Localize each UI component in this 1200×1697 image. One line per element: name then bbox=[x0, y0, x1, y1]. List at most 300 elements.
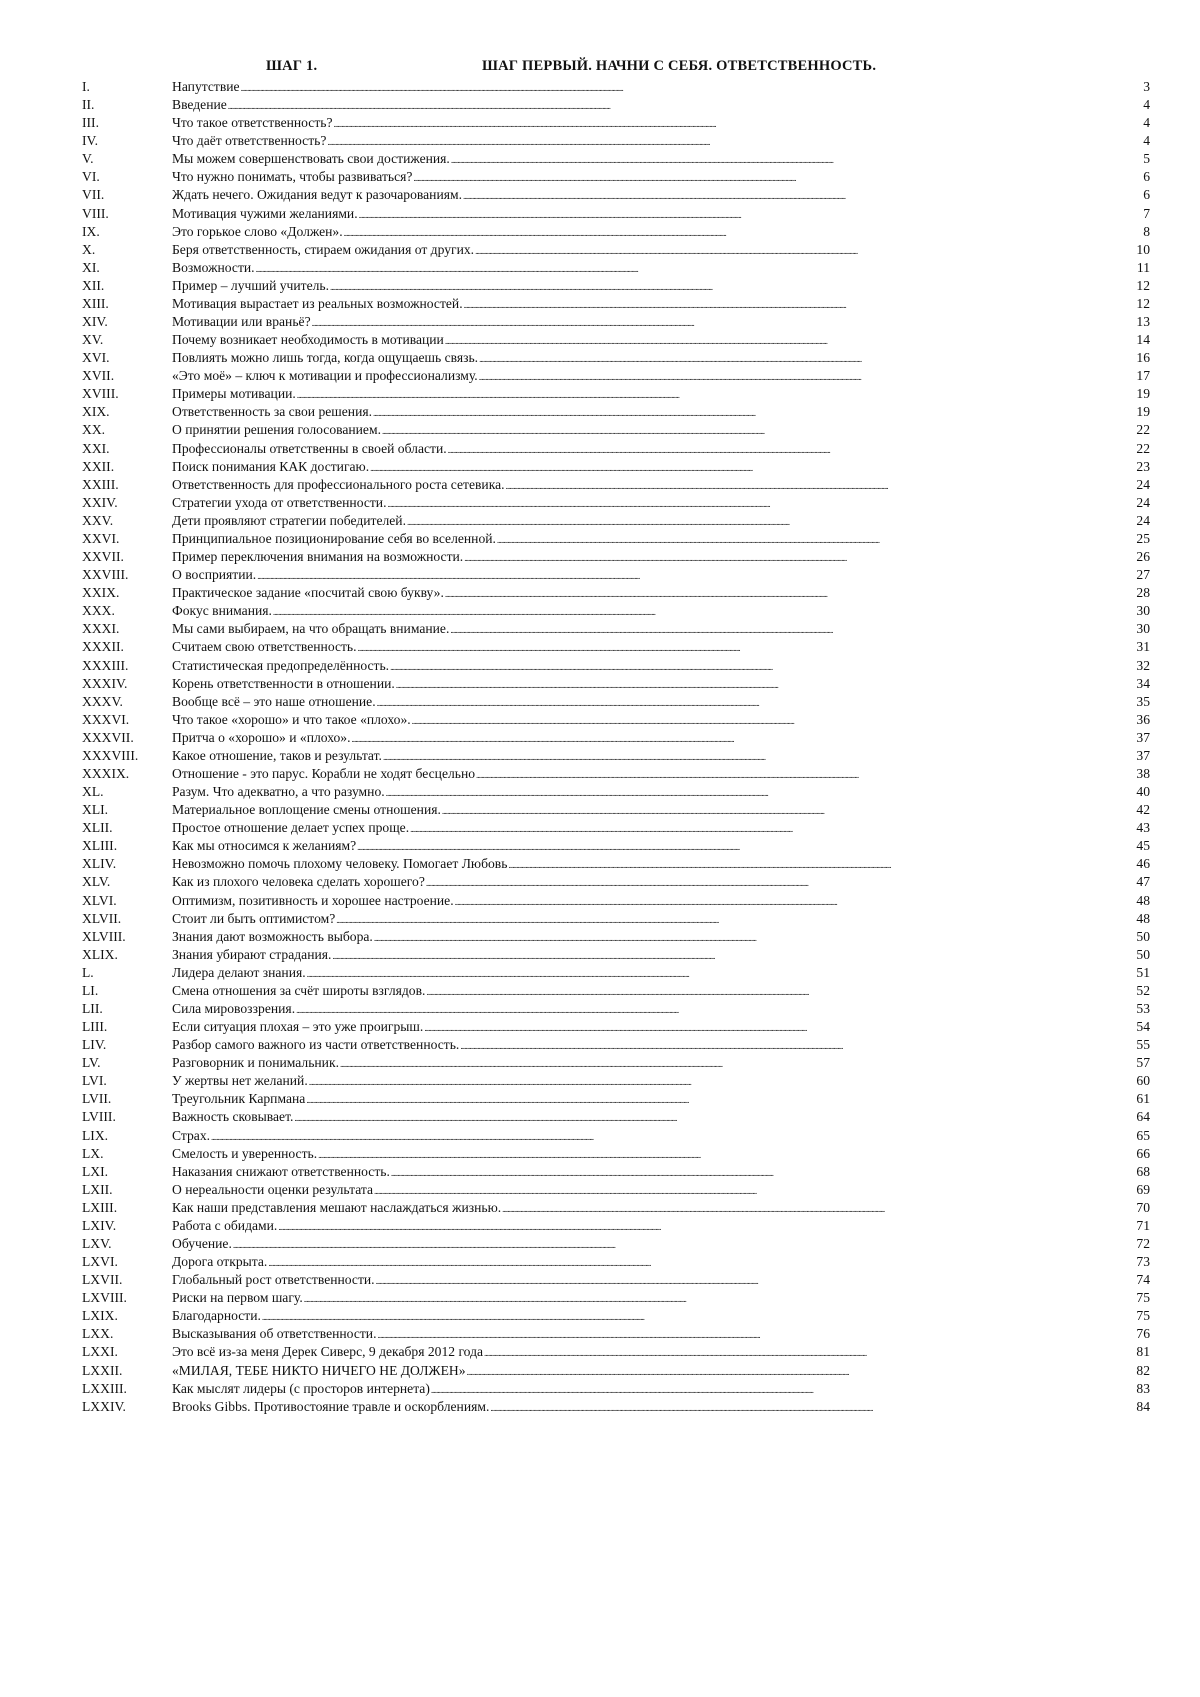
toc-entry[interactable] bbox=[0, 1054, 1200, 1072]
dot-leader bbox=[359, 205, 1140, 224]
dot-leader bbox=[306, 1090, 1136, 1109]
toc-entry-number: LVII. bbox=[82, 1091, 112, 1107]
toc-entry-number: L. bbox=[82, 964, 94, 980]
toc-entry-line bbox=[172, 584, 1150, 603]
toc-entry-title: Стратегии ухода от ответственности. bbox=[172, 494, 387, 510]
toc-entry-number: VI. bbox=[82, 169, 100, 185]
dot-leader bbox=[357, 837, 1136, 856]
page-header bbox=[0, 58, 1200, 78]
toc-entry-number: XXVI. bbox=[82, 530, 120, 546]
toc-entry[interactable] bbox=[0, 837, 1200, 855]
toc-entry-number: XLVII. bbox=[82, 910, 122, 926]
toc-entry-title: У жертвы нет желаний. bbox=[172, 1073, 308, 1089]
toc-entry-line bbox=[172, 1235, 1150, 1254]
toc-entry-title: Вообще всё – это наше отношение. bbox=[172, 693, 376, 709]
toc-entry-page: 48 bbox=[1136, 910, 1150, 926]
toc-entry-line bbox=[172, 476, 1150, 495]
toc-entry-line bbox=[172, 964, 1150, 983]
toc-entry[interactable] bbox=[0, 1398, 1200, 1416]
toc-entry-line bbox=[172, 150, 1150, 169]
toc-entry[interactable] bbox=[0, 982, 1200, 1000]
step-label: ШАГ 1. bbox=[266, 58, 318, 74]
dot-leader bbox=[344, 223, 1140, 242]
toc-entry[interactable] bbox=[0, 747, 1200, 765]
toc-entry-number: XII. bbox=[82, 277, 105, 293]
toc-entry-page: 83 bbox=[1136, 1380, 1150, 1396]
dot-leader bbox=[273, 602, 1137, 621]
toc-entry[interactable] bbox=[0, 1380, 1200, 1398]
toc-entry[interactable] bbox=[0, 241, 1200, 259]
toc-entry-page: 13 bbox=[1136, 314, 1150, 330]
toc-entry-number: XXV. bbox=[82, 512, 114, 528]
toc-entry[interactable] bbox=[0, 385, 1200, 403]
toc-entry[interactable] bbox=[0, 403, 1200, 421]
toc-entry-number: XI. bbox=[82, 259, 100, 275]
toc-entry-line bbox=[172, 548, 1150, 567]
toc-entry[interactable] bbox=[0, 1127, 1200, 1145]
toc-entry-line bbox=[172, 1253, 1150, 1272]
toc-entry[interactable] bbox=[0, 1289, 1200, 1307]
toc-entry-number: XIV. bbox=[82, 314, 108, 330]
toc-entry-title: Благодарности. bbox=[172, 1308, 261, 1324]
toc-entry-line bbox=[172, 1127, 1150, 1146]
toc-entry-number: XLIV. bbox=[82, 856, 117, 872]
toc-entry[interactable] bbox=[0, 783, 1200, 801]
toc-entry-page: 34 bbox=[1136, 675, 1150, 691]
dot-leader bbox=[455, 892, 1137, 911]
toc-entry[interactable] bbox=[0, 114, 1200, 132]
toc-entry-title: Дети проявляют стратегии победителей. bbox=[172, 512, 406, 528]
toc-entry-number: XXXV. bbox=[82, 693, 123, 709]
toc-entry-page: 12 bbox=[1136, 277, 1150, 293]
toc-entry-title: Глобальный рост ответственности. bbox=[172, 1272, 375, 1288]
toc-entry-number: IX. bbox=[82, 223, 100, 239]
dot-leader bbox=[508, 855, 1136, 874]
toc-entry-title: О принятии решения голосованием. bbox=[172, 422, 381, 438]
dot-leader bbox=[262, 1307, 1137, 1326]
toc-entry-title: Работа с обидами. bbox=[172, 1217, 278, 1233]
toc-entry[interactable] bbox=[0, 512, 1200, 530]
toc-entry[interactable] bbox=[0, 530, 1200, 548]
toc-entry-line bbox=[172, 1271, 1150, 1290]
toc-entry-number: X. bbox=[82, 241, 96, 257]
dot-leader bbox=[241, 78, 1140, 97]
toc-entry-line bbox=[172, 205, 1150, 224]
toc-entry[interactable] bbox=[0, 313, 1200, 331]
toc-entry-line bbox=[172, 168, 1150, 187]
toc-entry[interactable] bbox=[0, 765, 1200, 783]
toc-entry-number: XLVIII. bbox=[82, 928, 126, 944]
toc-entry-title: Лидера делают знания. bbox=[172, 964, 306, 980]
dot-leader bbox=[257, 566, 1136, 585]
toc-entry-page: 54 bbox=[1136, 1019, 1150, 1035]
toc-entry-number: XXIII. bbox=[82, 476, 119, 492]
toc-entry-title: Невозможно помочь плохому человеку. Помогает Любовь bbox=[172, 856, 508, 872]
toc-entry-number: XIX. bbox=[82, 404, 110, 420]
dot-leader bbox=[479, 367, 1137, 386]
dot-leader bbox=[383, 747, 1136, 766]
toc-entry-line bbox=[172, 729, 1150, 748]
toc-entry[interactable] bbox=[0, 367, 1200, 385]
toc-entry-number: XXXVII. bbox=[82, 729, 134, 745]
toc-entry[interactable] bbox=[0, 259, 1200, 277]
toc-entry-number: VII. bbox=[82, 187, 105, 203]
dot-leader bbox=[460, 1036, 1136, 1055]
toc-entry-line bbox=[172, 602, 1150, 621]
toc-entry-number: VIII. bbox=[82, 205, 109, 221]
toc-entry-number: LXIX. bbox=[82, 1308, 118, 1324]
toc-entry[interactable] bbox=[0, 1253, 1200, 1271]
toc-entry[interactable] bbox=[0, 910, 1200, 928]
toc-entry-line bbox=[172, 1343, 1150, 1362]
toc-entry[interactable] bbox=[0, 602, 1200, 620]
toc-entry-page: 11 bbox=[1136, 259, 1150, 275]
toc-entry-page: 55 bbox=[1136, 1037, 1150, 1053]
toc-entry-number: LV. bbox=[82, 1055, 101, 1071]
toc-entry[interactable] bbox=[0, 295, 1200, 313]
toc-entry-title: Что нужно понимать, чтобы развиваться? bbox=[172, 169, 413, 185]
toc-entry-number: LXVII. bbox=[82, 1272, 123, 1288]
toc-entry-number: XVIII. bbox=[82, 386, 119, 402]
toc-entry-page: 14 bbox=[1136, 332, 1150, 348]
toc-entry[interactable] bbox=[0, 928, 1200, 946]
toc-entry[interactable] bbox=[0, 1018, 1200, 1036]
toc-entry-line bbox=[172, 331, 1150, 350]
dot-leader bbox=[506, 476, 1137, 495]
toc-entry-line bbox=[172, 1398, 1150, 1417]
toc-entry-page: 31 bbox=[1136, 639, 1150, 655]
toc-entry-line bbox=[172, 440, 1150, 459]
toc-entry-line bbox=[172, 114, 1150, 133]
toc-entry-title: Что даёт ответственность? bbox=[172, 133, 327, 149]
dot-leader bbox=[374, 928, 1137, 947]
toc-entry-title: Статистическая предопределённость. bbox=[172, 657, 390, 673]
toc-entry-number: LIII. bbox=[82, 1019, 108, 1035]
dot-leader bbox=[294, 1108, 1136, 1127]
toc-entry[interactable] bbox=[0, 1271, 1200, 1289]
toc-entry-title: Риски на первом шагу. bbox=[172, 1290, 303, 1306]
toc-entry-line bbox=[172, 259, 1150, 278]
toc-entry[interactable] bbox=[0, 458, 1200, 476]
toc-entry-number: XVII. bbox=[82, 368, 115, 384]
dot-leader bbox=[445, 584, 1137, 603]
toc-entry-line bbox=[172, 313, 1150, 332]
toc-entry[interactable] bbox=[0, 873, 1200, 891]
toc-entry-number: III. bbox=[82, 115, 99, 131]
toc-entry-line bbox=[172, 657, 1150, 676]
dot-leader bbox=[391, 1163, 1137, 1182]
toc-entry-page: 6 bbox=[1143, 169, 1150, 185]
toc-entry[interactable] bbox=[0, 801, 1200, 819]
toc-entry[interactable] bbox=[0, 168, 1200, 186]
toc-entry-page: 64 bbox=[1136, 1109, 1150, 1125]
toc-entry[interactable] bbox=[0, 1145, 1200, 1163]
toc-entry[interactable] bbox=[0, 729, 1200, 747]
toc-entry[interactable] bbox=[0, 1000, 1200, 1018]
toc-entry-page: 28 bbox=[1136, 585, 1150, 601]
dot-leader bbox=[390, 657, 1136, 676]
toc-entry[interactable] bbox=[0, 819, 1200, 837]
toc-entry-number: XXII. bbox=[82, 458, 115, 474]
toc-entry-title: Профессионалы ответственны в своей области. bbox=[172, 440, 447, 456]
toc-entry-page: 19 bbox=[1136, 386, 1150, 402]
toc-entry-title: Считаем свою ответственность. bbox=[172, 639, 357, 655]
toc-entry-title: Введение bbox=[172, 97, 227, 113]
toc-entry-number: XXXVIII. bbox=[82, 747, 139, 763]
toc-entry-line bbox=[172, 1199, 1150, 1218]
toc-entry-line bbox=[172, 295, 1150, 314]
toc-entry[interactable] bbox=[0, 331, 1200, 349]
toc-entry-line bbox=[172, 711, 1150, 730]
toc-entry-title: Принципиальное позиционирование себя во вселенной. bbox=[172, 530, 496, 546]
toc-entry-page: 4 bbox=[1143, 115, 1150, 131]
toc-entry-page: 5 bbox=[1143, 151, 1150, 167]
toc-entry-page: 42 bbox=[1136, 802, 1150, 818]
toc-entry-title: Мы сами выбираем, на что обращать внимание. bbox=[172, 621, 450, 637]
toc-entry[interactable] bbox=[0, 494, 1200, 512]
toc-entry-title: Что такое ответственность? bbox=[172, 115, 333, 131]
toc-entry-title: Высказывания об ответственности. bbox=[172, 1326, 377, 1342]
toc-entry[interactable] bbox=[0, 440, 1200, 458]
toc-entry[interactable] bbox=[0, 711, 1200, 729]
dot-leader bbox=[330, 277, 1136, 296]
toc-entry[interactable] bbox=[0, 620, 1200, 638]
toc-entry-line bbox=[172, 855, 1150, 874]
dot-leader bbox=[484, 1343, 1136, 1362]
toc-entry-number: LXXIV. bbox=[82, 1398, 126, 1414]
toc-entry[interactable] bbox=[0, 1108, 1200, 1126]
toc-entry-title: «Это моё» – ключ к мотивации и профессионализму. bbox=[172, 368, 478, 384]
dot-leader bbox=[233, 1235, 1137, 1254]
toc-entry-page: 25 bbox=[1136, 530, 1150, 546]
toc-entry-page: 30 bbox=[1136, 621, 1150, 637]
toc-entry-page: 7 bbox=[1143, 205, 1150, 221]
toc-entry-number: LXV. bbox=[82, 1236, 112, 1251]
toc-entry[interactable] bbox=[0, 1072, 1200, 1090]
dot-leader bbox=[497, 530, 1136, 549]
toc-entry-line bbox=[172, 458, 1150, 477]
toc-entry-number: XXVII. bbox=[82, 549, 124, 565]
dot-leader bbox=[336, 910, 1136, 929]
dot-leader bbox=[377, 693, 1137, 712]
toc-entry-line bbox=[172, 620, 1150, 639]
toc-entry-title: Примеры мотивации. bbox=[172, 386, 296, 402]
toc-entry[interactable] bbox=[0, 277, 1200, 295]
toc-entry-number: XXVIII. bbox=[82, 567, 129, 583]
toc-entry-title: Знания убирают страдания. bbox=[172, 946, 332, 962]
toc-entry-number: LXIV. bbox=[82, 1217, 117, 1233]
toc-entry-page: 81 bbox=[1136, 1344, 1150, 1360]
dot-leader bbox=[309, 1072, 1137, 1091]
toc-entry-line bbox=[172, 1145, 1150, 1164]
toc-entry-number: LXI. bbox=[82, 1163, 109, 1179]
toc-entry-line bbox=[172, 675, 1150, 694]
toc-entry-line bbox=[172, 638, 1150, 657]
dot-leader bbox=[296, 1000, 1136, 1019]
dot-leader bbox=[377, 1325, 1136, 1344]
dot-leader bbox=[278, 1217, 1136, 1236]
toc-entry-title: Материальное воплощение смены отношения. bbox=[172, 802, 441, 818]
toc-entry-page: 19 bbox=[1136, 404, 1150, 420]
toc-entry-page: 24 bbox=[1136, 476, 1150, 492]
toc-entry-line bbox=[172, 241, 1150, 260]
toc-entry[interactable] bbox=[0, 1307, 1200, 1325]
toc-entry-line bbox=[172, 1380, 1150, 1399]
toc-entry-page: 40 bbox=[1136, 784, 1150, 800]
toc-entry-number: XVI. bbox=[82, 350, 110, 366]
toc-entry-title: Мотивация вырастает из реальных возможностей. bbox=[172, 295, 463, 311]
toc-entry-line bbox=[172, 78, 1150, 97]
dot-leader bbox=[445, 331, 1137, 350]
toc-entry[interactable] bbox=[0, 675, 1200, 693]
toc-entry[interactable] bbox=[0, 1181, 1200, 1199]
toc-entry-title: Ждать нечего. Ожидания ведут к разочарованиям. bbox=[172, 187, 462, 203]
toc-entry-page: 60 bbox=[1136, 1073, 1150, 1089]
toc-entry-line bbox=[172, 693, 1150, 712]
toc-entry[interactable] bbox=[0, 693, 1200, 711]
dot-leader bbox=[410, 819, 1136, 838]
dot-leader bbox=[448, 440, 1137, 459]
toc-entry[interactable] bbox=[0, 566, 1200, 584]
toc-entry-page: 38 bbox=[1136, 765, 1150, 781]
toc-entry[interactable] bbox=[0, 657, 1200, 675]
toc-entry[interactable] bbox=[0, 892, 1200, 910]
toc-entry[interactable] bbox=[0, 946, 1200, 964]
toc-entry-page: 82 bbox=[1136, 1362, 1150, 1378]
toc-entry-title: Повлиять можно лишь тогда, когда ощущаешь связь. bbox=[172, 350, 479, 366]
toc-entry-page: 84 bbox=[1136, 1398, 1150, 1414]
toc-entry[interactable] bbox=[0, 150, 1200, 168]
toc-entry-line bbox=[172, 132, 1150, 151]
toc-entry-page: 4 bbox=[1143, 133, 1150, 149]
toc-entry[interactable] bbox=[0, 548, 1200, 566]
toc-entry-number: XLII. bbox=[82, 820, 113, 836]
dot-leader bbox=[442, 801, 1137, 820]
toc-entry-page: 8 bbox=[1143, 223, 1150, 239]
dot-leader bbox=[318, 1145, 1136, 1164]
toc-entry-title: Сила мировоззрения. bbox=[172, 1000, 296, 1016]
toc-entry[interactable] bbox=[0, 349, 1200, 367]
toc-entry[interactable] bbox=[0, 1036, 1200, 1054]
toc-entry-page: 4 bbox=[1143, 97, 1150, 113]
toc-entry-title: Поиск понимания КАК достигаю. bbox=[172, 458, 370, 474]
toc-entry-title: Дорога открыта. bbox=[172, 1254, 268, 1270]
toc-entry-line bbox=[172, 421, 1150, 440]
toc-entry[interactable] bbox=[0, 1163, 1200, 1181]
dot-leader bbox=[211, 1127, 1136, 1146]
dot-leader bbox=[334, 114, 1140, 133]
toc-entry-page: 37 bbox=[1136, 747, 1150, 763]
toc-entry-title: Простое отношение делает успех проще. bbox=[172, 820, 410, 836]
toc-entry-title: Пример – лучший учитель. bbox=[172, 277, 330, 293]
dot-leader bbox=[332, 946, 1136, 965]
toc-entry-number: LXVIII. bbox=[82, 1290, 127, 1306]
dot-leader bbox=[502, 1199, 1136, 1218]
toc-entry-title: О восприятии. bbox=[172, 567, 257, 583]
toc-entry-page: 22 bbox=[1136, 440, 1150, 456]
toc-entry[interactable] bbox=[0, 855, 1200, 873]
toc-entry-line bbox=[172, 367, 1150, 386]
toc-entry-page: 35 bbox=[1136, 693, 1150, 709]
page-title: ШАГ ПЕРВЫЙ. НАЧНИ С СЕБЯ. ОТВЕТСТВЕННОСТЬ. bbox=[482, 58, 877, 74]
toc-entry[interactable] bbox=[0, 1199, 1200, 1217]
toc-entry[interactable] bbox=[0, 1217, 1200, 1235]
toc-entry-title: Как мыслят лидеры (с просторов интернета) bbox=[172, 1380, 430, 1396]
toc-entry[interactable] bbox=[0, 1362, 1200, 1380]
toc-entry-title: Стоит ли быть оптимистом? bbox=[172, 910, 336, 926]
toc-entry-number: XXX. bbox=[82, 603, 115, 619]
toc-entry-number: LXVI. bbox=[82, 1254, 118, 1270]
toc-entry-page: 61 bbox=[1136, 1091, 1150, 1107]
toc-entry-page: 17 bbox=[1136, 368, 1150, 384]
toc-entry-page: 57 bbox=[1136, 1055, 1150, 1071]
toc-entry[interactable] bbox=[0, 78, 1200, 96]
toc-entry-title: Смена отношения за счёт широты взглядов. bbox=[172, 982, 426, 998]
toc-entry-line bbox=[172, 1072, 1150, 1091]
toc-entry-line bbox=[172, 783, 1150, 802]
toc-entry[interactable] bbox=[0, 132, 1200, 150]
toc-entry-page: 10 bbox=[1136, 241, 1150, 257]
toc-entry[interactable] bbox=[0, 476, 1200, 494]
dot-leader bbox=[476, 765, 1136, 784]
toc-entry-line bbox=[172, 1054, 1150, 1073]
toc-entry-title: Как из плохого человека сделать хорошего? bbox=[172, 874, 425, 890]
toc-entry[interactable] bbox=[0, 964, 1200, 982]
dot-leader bbox=[374, 1181, 1136, 1200]
toc-entry[interactable] bbox=[0, 638, 1200, 656]
toc-entry-page: 53 bbox=[1136, 1000, 1150, 1016]
dot-leader bbox=[451, 150, 1140, 169]
toc-entry-number: LXXII. bbox=[82, 1362, 123, 1378]
toc-entry[interactable] bbox=[0, 1235, 1200, 1253]
toc-entry-title: Разговорник и понимальник. bbox=[172, 1055, 339, 1071]
toc-entry-title: Мы можем совершенствовать свои достижения. bbox=[172, 151, 450, 167]
dot-leader bbox=[424, 1018, 1136, 1037]
toc-entry-title: О нереальности оценки результата bbox=[172, 1181, 374, 1197]
toc-entry[interactable] bbox=[0, 421, 1200, 439]
toc-entry-title: Наказания снижают ответственность. bbox=[172, 1163, 390, 1179]
toc-entry[interactable] bbox=[0, 1090, 1200, 1108]
toc-entry[interactable] bbox=[0, 1325, 1200, 1343]
toc-entry[interactable] bbox=[0, 223, 1200, 241]
toc-entry-title: Притча о «хорошо» и «плохо». bbox=[172, 729, 351, 745]
toc-entry-number: XXXIV. bbox=[82, 675, 128, 691]
toc-entry-page: 22 bbox=[1136, 422, 1150, 438]
toc-entry-line bbox=[172, 1000, 1150, 1019]
dot-leader bbox=[358, 638, 1137, 657]
toc-entry[interactable] bbox=[0, 186, 1200, 204]
toc-entry-title: Практическое задание «посчитай свою букву». bbox=[172, 585, 444, 601]
toc-entry[interactable] bbox=[0, 205, 1200, 223]
toc-entry-page: 73 bbox=[1136, 1254, 1150, 1270]
toc-entry-page: 72 bbox=[1136, 1236, 1150, 1251]
toc-entry-title: Ответственность для профессионального роста сетевика. bbox=[172, 476, 505, 492]
dot-leader bbox=[268, 1253, 1136, 1272]
toc-entry-line bbox=[172, 1325, 1150, 1344]
toc-entry-title: Треугольник Карпмана bbox=[172, 1091, 306, 1107]
toc-entry-page: 52 bbox=[1136, 982, 1150, 998]
toc-entry-line bbox=[172, 1163, 1150, 1182]
toc-entry-title: Мотивации или враньё? bbox=[172, 314, 311, 330]
toc-entry-number: XXIX. bbox=[82, 585, 120, 601]
toc-entry-page: 26 bbox=[1136, 549, 1150, 565]
toc-entry-number: XX. bbox=[82, 422, 106, 438]
toc-entry[interactable] bbox=[0, 96, 1200, 114]
toc-entry[interactable] bbox=[0, 584, 1200, 602]
toc-entry-line bbox=[172, 928, 1150, 947]
toc-entry[interactable] bbox=[0, 1343, 1200, 1361]
toc-entry-number: LIX. bbox=[82, 1127, 109, 1143]
